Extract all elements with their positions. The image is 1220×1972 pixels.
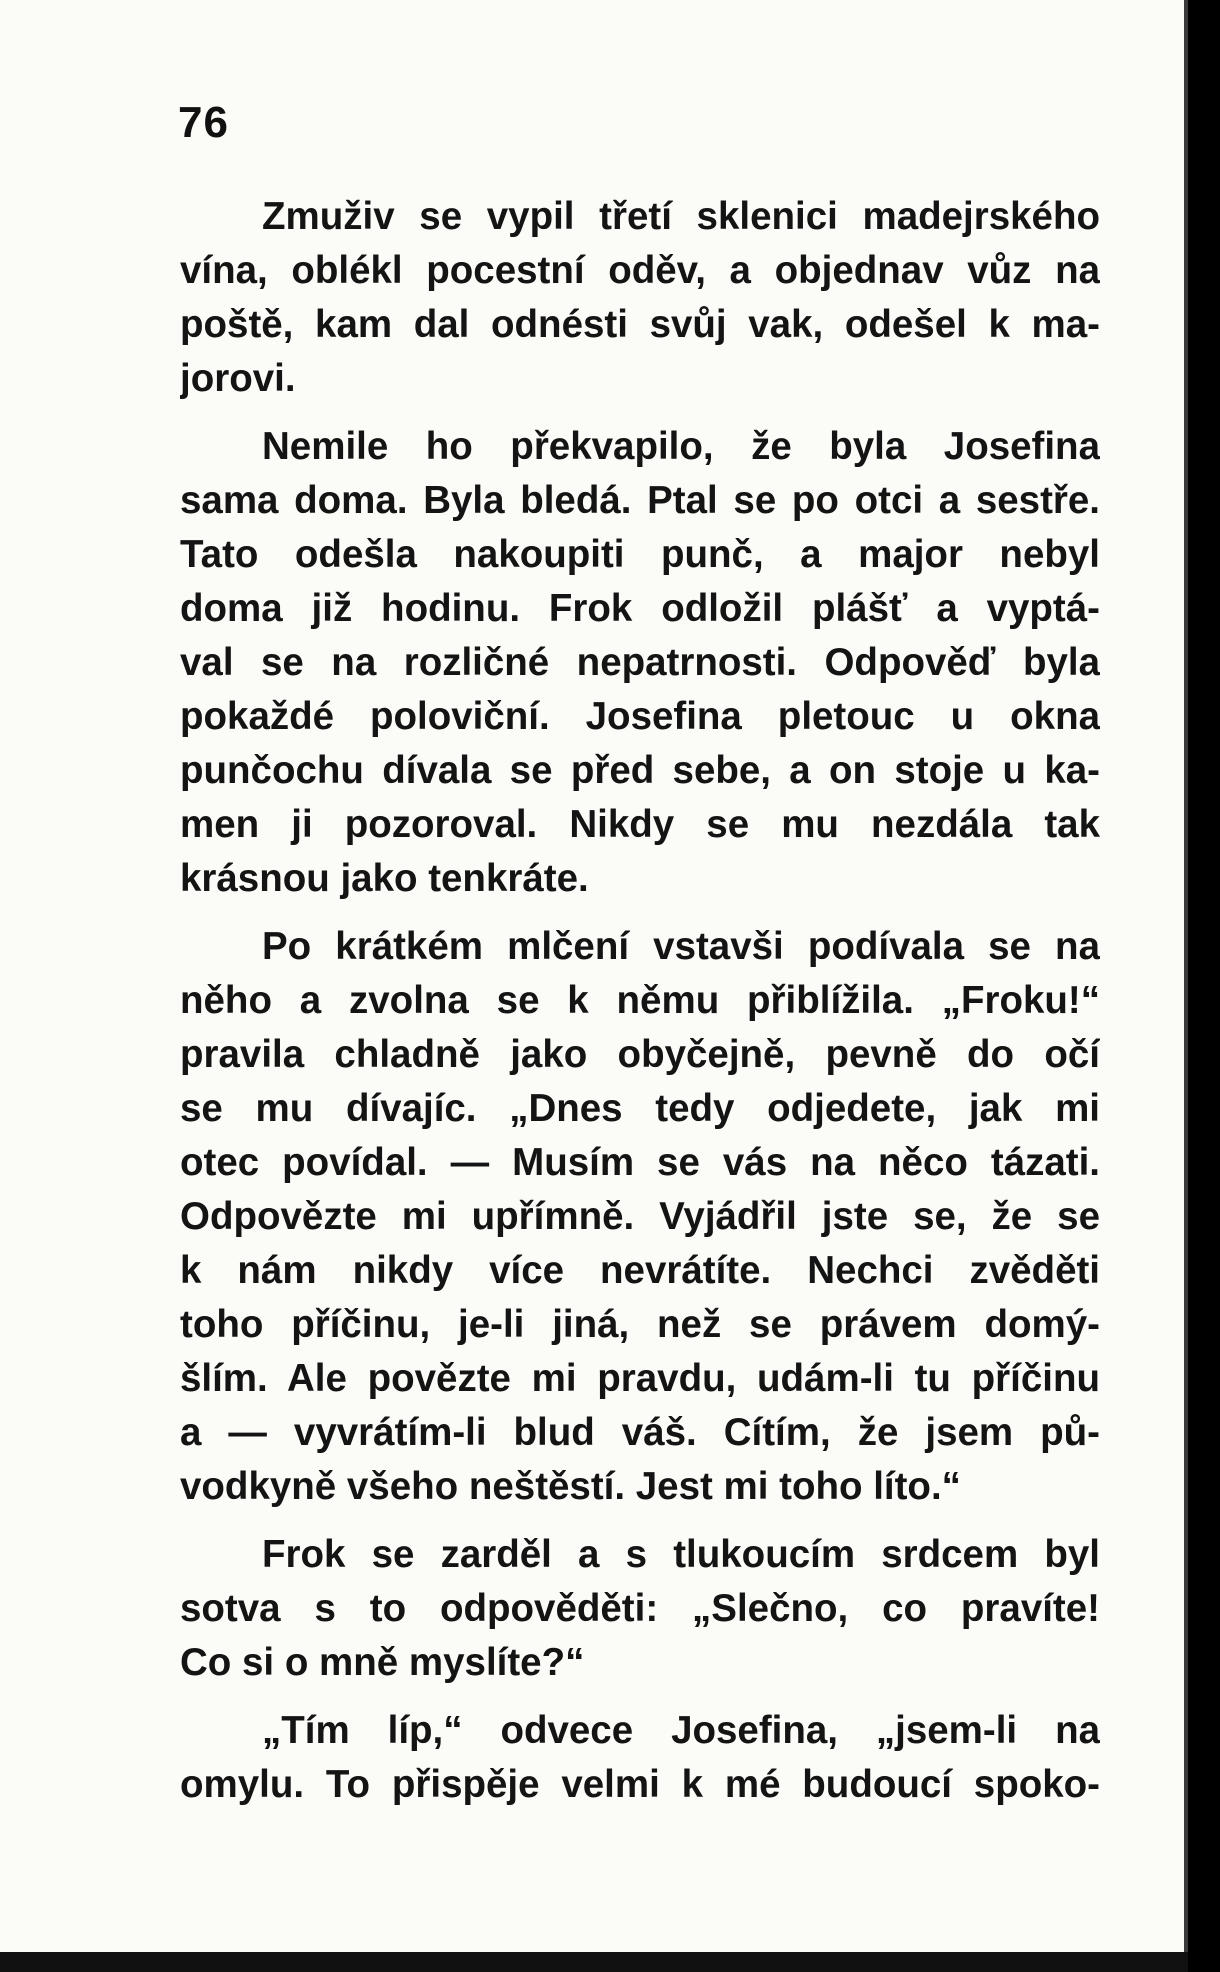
text-line: omylu. To přispěje velmi k mé budoucí spoko- xyxy=(180,1763,1100,1806)
text-line: punčochu dívala se před sebe, a on stoje u ka- xyxy=(180,749,1100,792)
text-line: poště, kam dal odnésti svůj vak, odešel k ma- xyxy=(180,303,1100,346)
paragraph-2 xyxy=(180,420,1100,906)
text-line: Tato odešla nakoupiti punč, a major nebyl xyxy=(180,533,1100,576)
page-edge-shadow xyxy=(1188,0,1220,1972)
paragraph-3 xyxy=(180,920,1100,1514)
text-line: toho příčinu, je-li jiná, než se právem domý- xyxy=(180,1303,1100,1346)
text-line: se mu dívajíc. „Dnes tedy odjedete, jak mi xyxy=(180,1087,1100,1130)
text-line: a — vyvrátím-li blud váš. Cítím, že jsem pů- xyxy=(180,1411,1100,1454)
text-line: sotva s to odpověděti: „Slečno, co pravíte! xyxy=(180,1587,1100,1630)
paragraph-5 xyxy=(180,1704,1100,1812)
text-line: doma již hodinu. Frok odložil plášť a vyptá- xyxy=(180,587,1100,630)
page-bottom-shadow xyxy=(0,1952,1188,1972)
paragraph-1 xyxy=(180,190,1100,406)
text-line: šlím. Ale povězte mi pravdu, udám-li tu příčinu xyxy=(180,1357,1100,1400)
text-line: men ji pozoroval. Nikdy se mu nezdála tak xyxy=(180,803,1100,846)
text-line: Co si o mně myslíte?“ xyxy=(180,1641,585,1684)
text-line: „Tím líp,“ odvece Josefina, „jsem-li na xyxy=(262,1709,1100,1752)
text-line: pokaždé poloviční. Josefina pletouc u okna xyxy=(180,695,1100,738)
page-number: 76 xyxy=(178,98,229,147)
text-line: otec povídal. — Musím se vás na něco tázati. xyxy=(180,1141,1100,1184)
text-line: vína, oblékl pocestní oděv, a objednav vůz na xyxy=(180,249,1100,292)
text-line: k nám nikdy více nevrátíte. Nechci zvěděti xyxy=(180,1249,1100,1292)
text-line: Nemile ho překvapilo, že byla Josefina xyxy=(262,425,1100,468)
text-line: něho a zvolna se k němu přiblížila. „Froku!“ xyxy=(180,979,1100,1022)
text-line: Po krátkém mlčení vstavši podívala se na xyxy=(262,925,1100,968)
text-line: Odpovězte mi upřímně. Vyjádřil jste se, že se xyxy=(180,1195,1100,1238)
paragraph-4 xyxy=(180,1528,1100,1690)
text-line: sama doma. Byla bledá. Ptal se po otci a sestře. xyxy=(180,479,1100,522)
body-text xyxy=(180,190,1100,1812)
text-line: krásnou jako tenkráte. xyxy=(180,857,589,900)
text-line: Frok se zarděl a s tlukoucím srdcem byl xyxy=(262,1533,1100,1576)
text-line: Zmuživ se vypil třetí sklenici madejrského xyxy=(262,195,1100,238)
text-line: vodkyně všeho neštěstí. Jest mi toho líto.“ xyxy=(180,1465,961,1508)
text-line: jorovi. xyxy=(180,357,296,400)
text-line: pravila chladně jako obyčejně, pevně do očí xyxy=(180,1033,1100,1076)
text-line: val se na rozličné nepatrnosti. Odpověď byla xyxy=(180,641,1100,684)
